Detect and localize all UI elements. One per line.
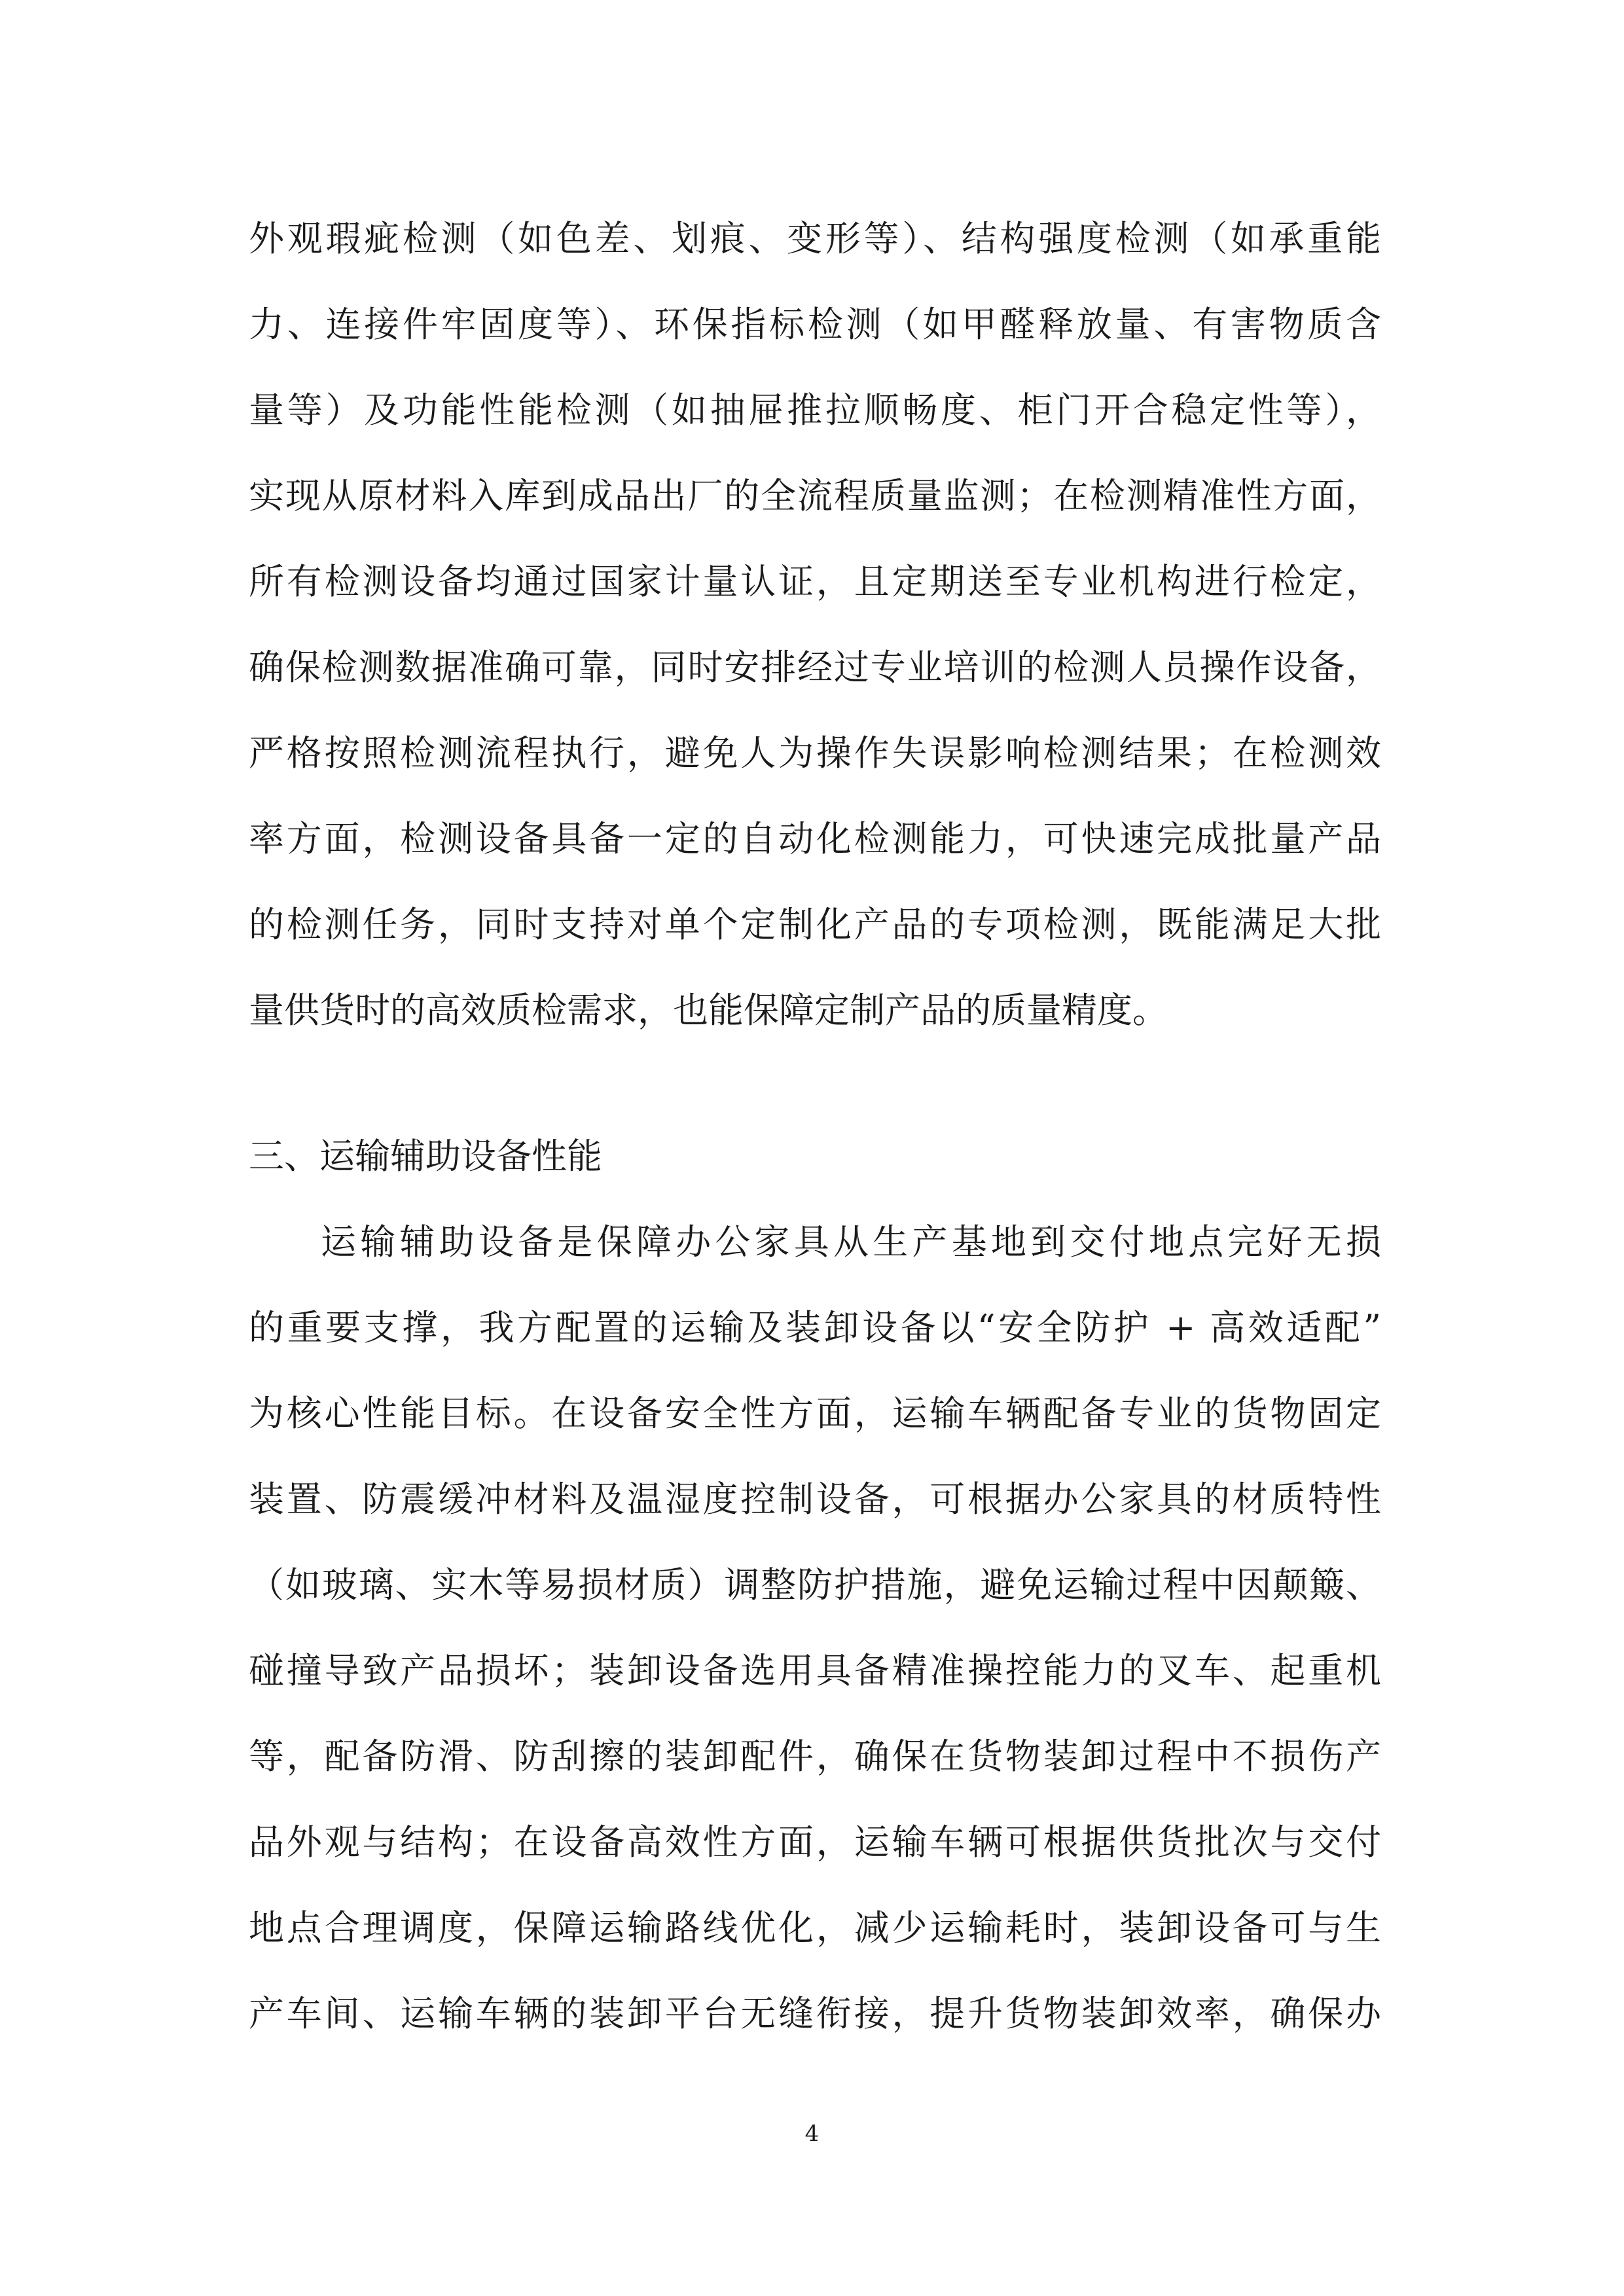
paragraph-line: 碰撞导致产品损坏；装卸设备选用具备精准操控能力的叉车、起重机 — [249, 1650, 1381, 1691]
paragraph-line: 量等）及功能性能检测（如抽屉推拉顺畅度、柜门开合稳定性等）， — [249, 389, 1381, 431]
paragraph-line: 外观瑕疵检测（如色差、划痕、变形等）、结构强度检测（如承重能 — [249, 218, 1381, 259]
paragraph-line: 的检测任务，同时支持对单个定制化产品的专项检测，既能满足大批 — [249, 904, 1381, 945]
paragraph-line: 等，配备防滑、防刮擦的装卸配件，确保在货物装卸过程中不损伤产 — [249, 1736, 1381, 1777]
paragraph-line: 为核心性能目标。在设备安全性方面，运输车辆配备专业的货物固定 — [249, 1393, 1381, 1434]
paragraph-line: 品外观与结构；在设备高效性方面，运输车辆可根据供货批次与交付 — [249, 1821, 1381, 1863]
section-heading: 三、运输辅助设备性能 — [249, 1136, 602, 1177]
paragraph-line: 力、连接件牢固度等）、环保指标检测（如甲醛释放量、有害物质含 — [249, 304, 1381, 345]
paragraph-line: 所有检测设备均通过国家计量认证，且定期送至专业机构进行检定， — [249, 561, 1381, 602]
paragraph-line: （如玻璃、实木等易损材质）调整防护措施，避免运输过程中因颠簸、 — [249, 1564, 1381, 1605]
paragraph-line: 率方面，检测设备具备一定的自动化检测能力，可快速完成批量产品 — [249, 818, 1381, 859]
page-number: 4 — [804, 2121, 820, 2147]
paragraph-line: 实现从原材料入库到成品出厂的全流程质量监测；在检测精准性方面， — [249, 475, 1381, 516]
paragraph-line: 装置、防震缓冲材料及温湿度控制设备，可根据办公家具的材质特性 — [249, 1479, 1381, 1520]
paragraph-line: 严格按照检测流程执行，避免人为操作失误影响检测结果；在检测效 — [249, 732, 1381, 774]
paragraph-line: 的重要支撑，我方配置的运输及装卸设备以“安全防护 + 高效适配” — [249, 1307, 1381, 1348]
paragraph-line: 运输辅助设备是保障办公家具从生产基地到交付地点完好无损 — [321, 1221, 1381, 1263]
paragraph-line: 地点合理调度，保障运输路线优化，减少运输耗时，装卸设备可与生 — [249, 1907, 1381, 1948]
paragraph-line: 量供货时的高效质检需求，也能保障定制产品的质量精度。 — [249, 990, 1168, 1031]
paragraph-line: 产车间、运输车辆的装卸平台无缝衔接，提升货物装卸效率，确保办 — [249, 1993, 1381, 2034]
paragraph-line: 确保检测数据准确可靠，同时安排经过专业培训的检测人员操作设备， — [249, 647, 1381, 688]
